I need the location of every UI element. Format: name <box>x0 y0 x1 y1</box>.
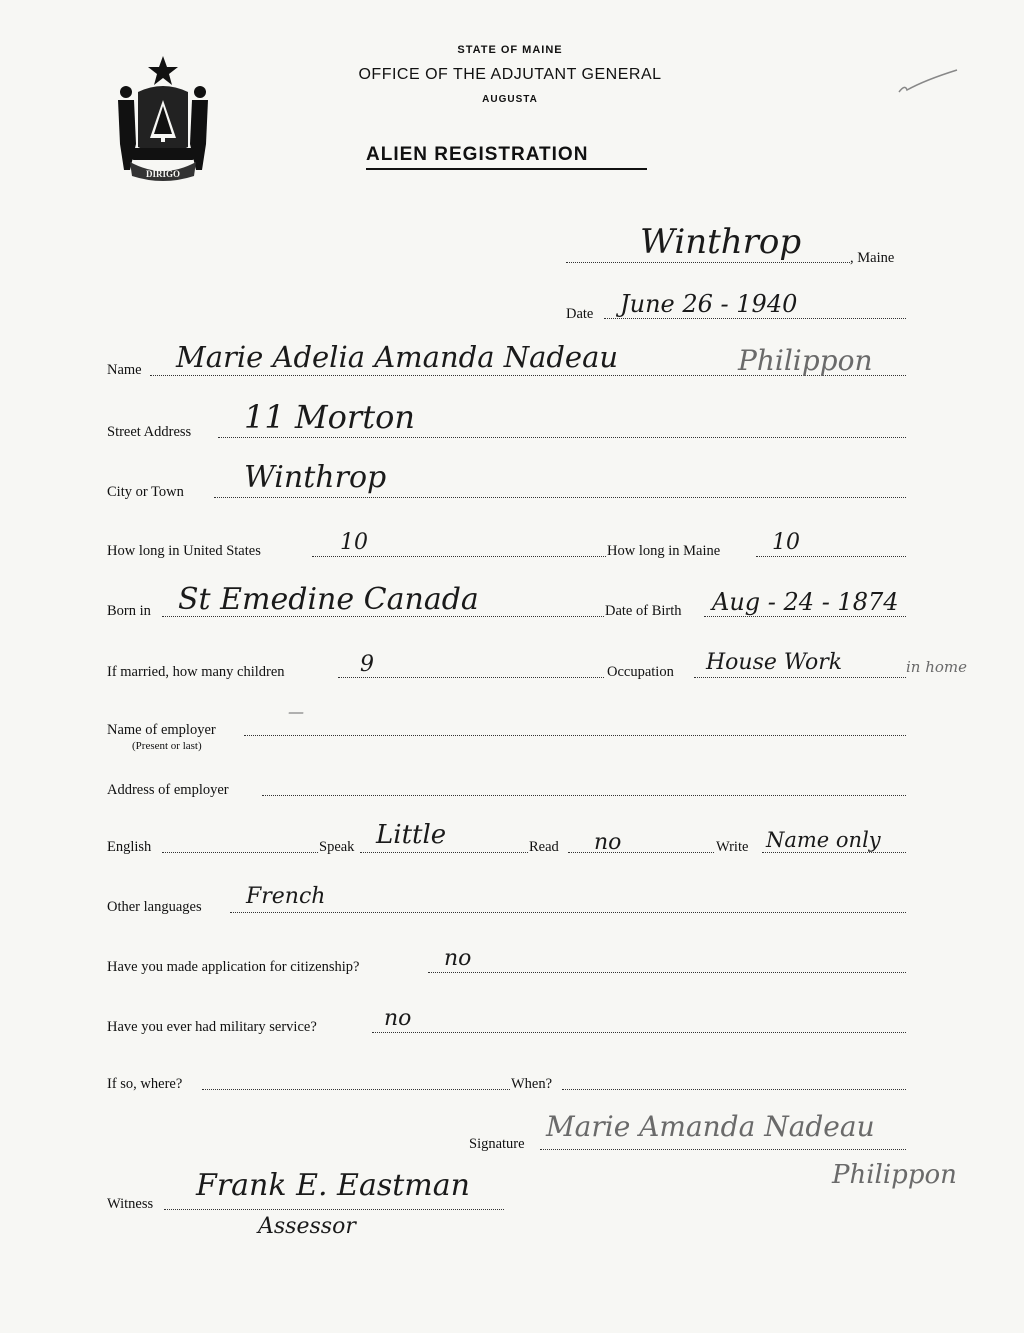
read-line <box>568 852 714 853</box>
citizenship-label: Have you made application for citizenship? <box>107 959 360 975</box>
signature-value: Marie Amanda Nadeau <box>546 1110 875 1143</box>
employer-value: — <box>288 702 304 721</box>
name-value: Marie Adelia Amanda Nadeau <box>176 340 619 374</box>
where-label: If so, where? <box>107 1076 183 1092</box>
signature-label: Signature <box>469 1136 525 1152</box>
town-suffix: , Maine <box>850 250 895 266</box>
speak-line <box>360 852 528 853</box>
witness-value: Frank E. Eastman <box>196 1168 470 1203</box>
witness-line <box>164 1209 504 1210</box>
write-value: Name only <box>766 828 881 852</box>
english-label: English <box>107 839 152 855</box>
witness-label: Witness <box>107 1196 154 1212</box>
dob-value: Aug - 24 - 1874 <box>712 588 899 616</box>
dob-label: Date of Birth <box>605 603 682 619</box>
speak-value: Little <box>376 820 447 850</box>
street-line <box>218 437 906 438</box>
employer-label: Name of employer <box>107 722 216 738</box>
us-line <box>312 556 606 557</box>
occupation-value: House Work <box>706 650 843 675</box>
employer-address-label: Address of employer <box>107 782 229 798</box>
when-label: When? <box>511 1076 553 1092</box>
occupation-line <box>694 677 906 678</box>
us-value: 10 <box>340 530 368 555</box>
title-underline <box>366 168 647 170</box>
children-value: 9 <box>360 652 374 677</box>
header-city: AUGUSTA <box>482 94 538 105</box>
form-title: ALIEN REGISTRATION <box>366 144 589 165</box>
other-languages-label: Other languages <box>107 899 202 915</box>
citizenship-line <box>428 972 906 973</box>
employer-line <box>244 735 906 736</box>
english-line <box>162 852 318 853</box>
speak-label: Speak <box>319 839 355 855</box>
children-line <box>338 677 604 678</box>
date-value: June 26 - 1940 <box>620 290 798 318</box>
header-office: OFFICE OF THE ADJUTANT GENERAL <box>358 66 662 83</box>
header-state: STATE OF MAINE <box>457 44 563 56</box>
military-value: no <box>384 1006 412 1031</box>
military-line <box>372 1032 906 1033</box>
employer-address-line <box>262 795 906 796</box>
born-value: St Emedine Canada <box>178 582 479 617</box>
maine-line <box>756 556 906 557</box>
witness-title: Assessor <box>258 1214 356 1239</box>
signature-line <box>540 1149 906 1150</box>
town-value: Winthrop <box>640 222 802 262</box>
street-label: Street Address <box>107 424 192 440</box>
occupation-label: Occupation <box>607 664 674 680</box>
born-label: Born in <box>107 603 151 619</box>
employer-sub: (Present or last) <box>132 740 202 752</box>
name-extra: Philippon <box>738 344 873 377</box>
read-value: no <box>594 830 622 855</box>
citizenship-value: no <box>444 946 472 971</box>
maine-state-seal-icon <box>108 52 218 184</box>
city-label: City or Town <box>107 484 184 500</box>
write-line <box>762 852 906 853</box>
where-line <box>202 1089 510 1090</box>
military-label: Have you ever had military service? <box>107 1019 317 1035</box>
maine-label: How long in Maine <box>607 543 721 559</box>
street-value: 11 Morton <box>244 398 415 436</box>
date-line <box>604 318 906 319</box>
read-label: Read <box>529 839 559 855</box>
other-languages-value: French <box>246 884 326 909</box>
when-line <box>562 1089 906 1090</box>
signature-extra: Philippon <box>832 1160 957 1190</box>
name-label: Name <box>107 362 142 378</box>
occupation-extra: in home <box>906 658 968 676</box>
maine-value: 10 <box>772 530 800 555</box>
svg-text:DIRIGO: DIRIGO <box>145 169 181 179</box>
town-line <box>566 262 850 263</box>
other-languages-line <box>230 912 906 913</box>
check-mark-icon <box>895 62 965 102</box>
write-label: Write <box>716 839 749 855</box>
city-value: Winthrop <box>244 460 387 495</box>
date-label: Date <box>566 306 594 322</box>
city-line <box>214 497 906 498</box>
dob-line <box>704 616 906 617</box>
us-label: How long in United States <box>107 543 261 559</box>
children-label: If married, how many children <box>107 664 285 680</box>
